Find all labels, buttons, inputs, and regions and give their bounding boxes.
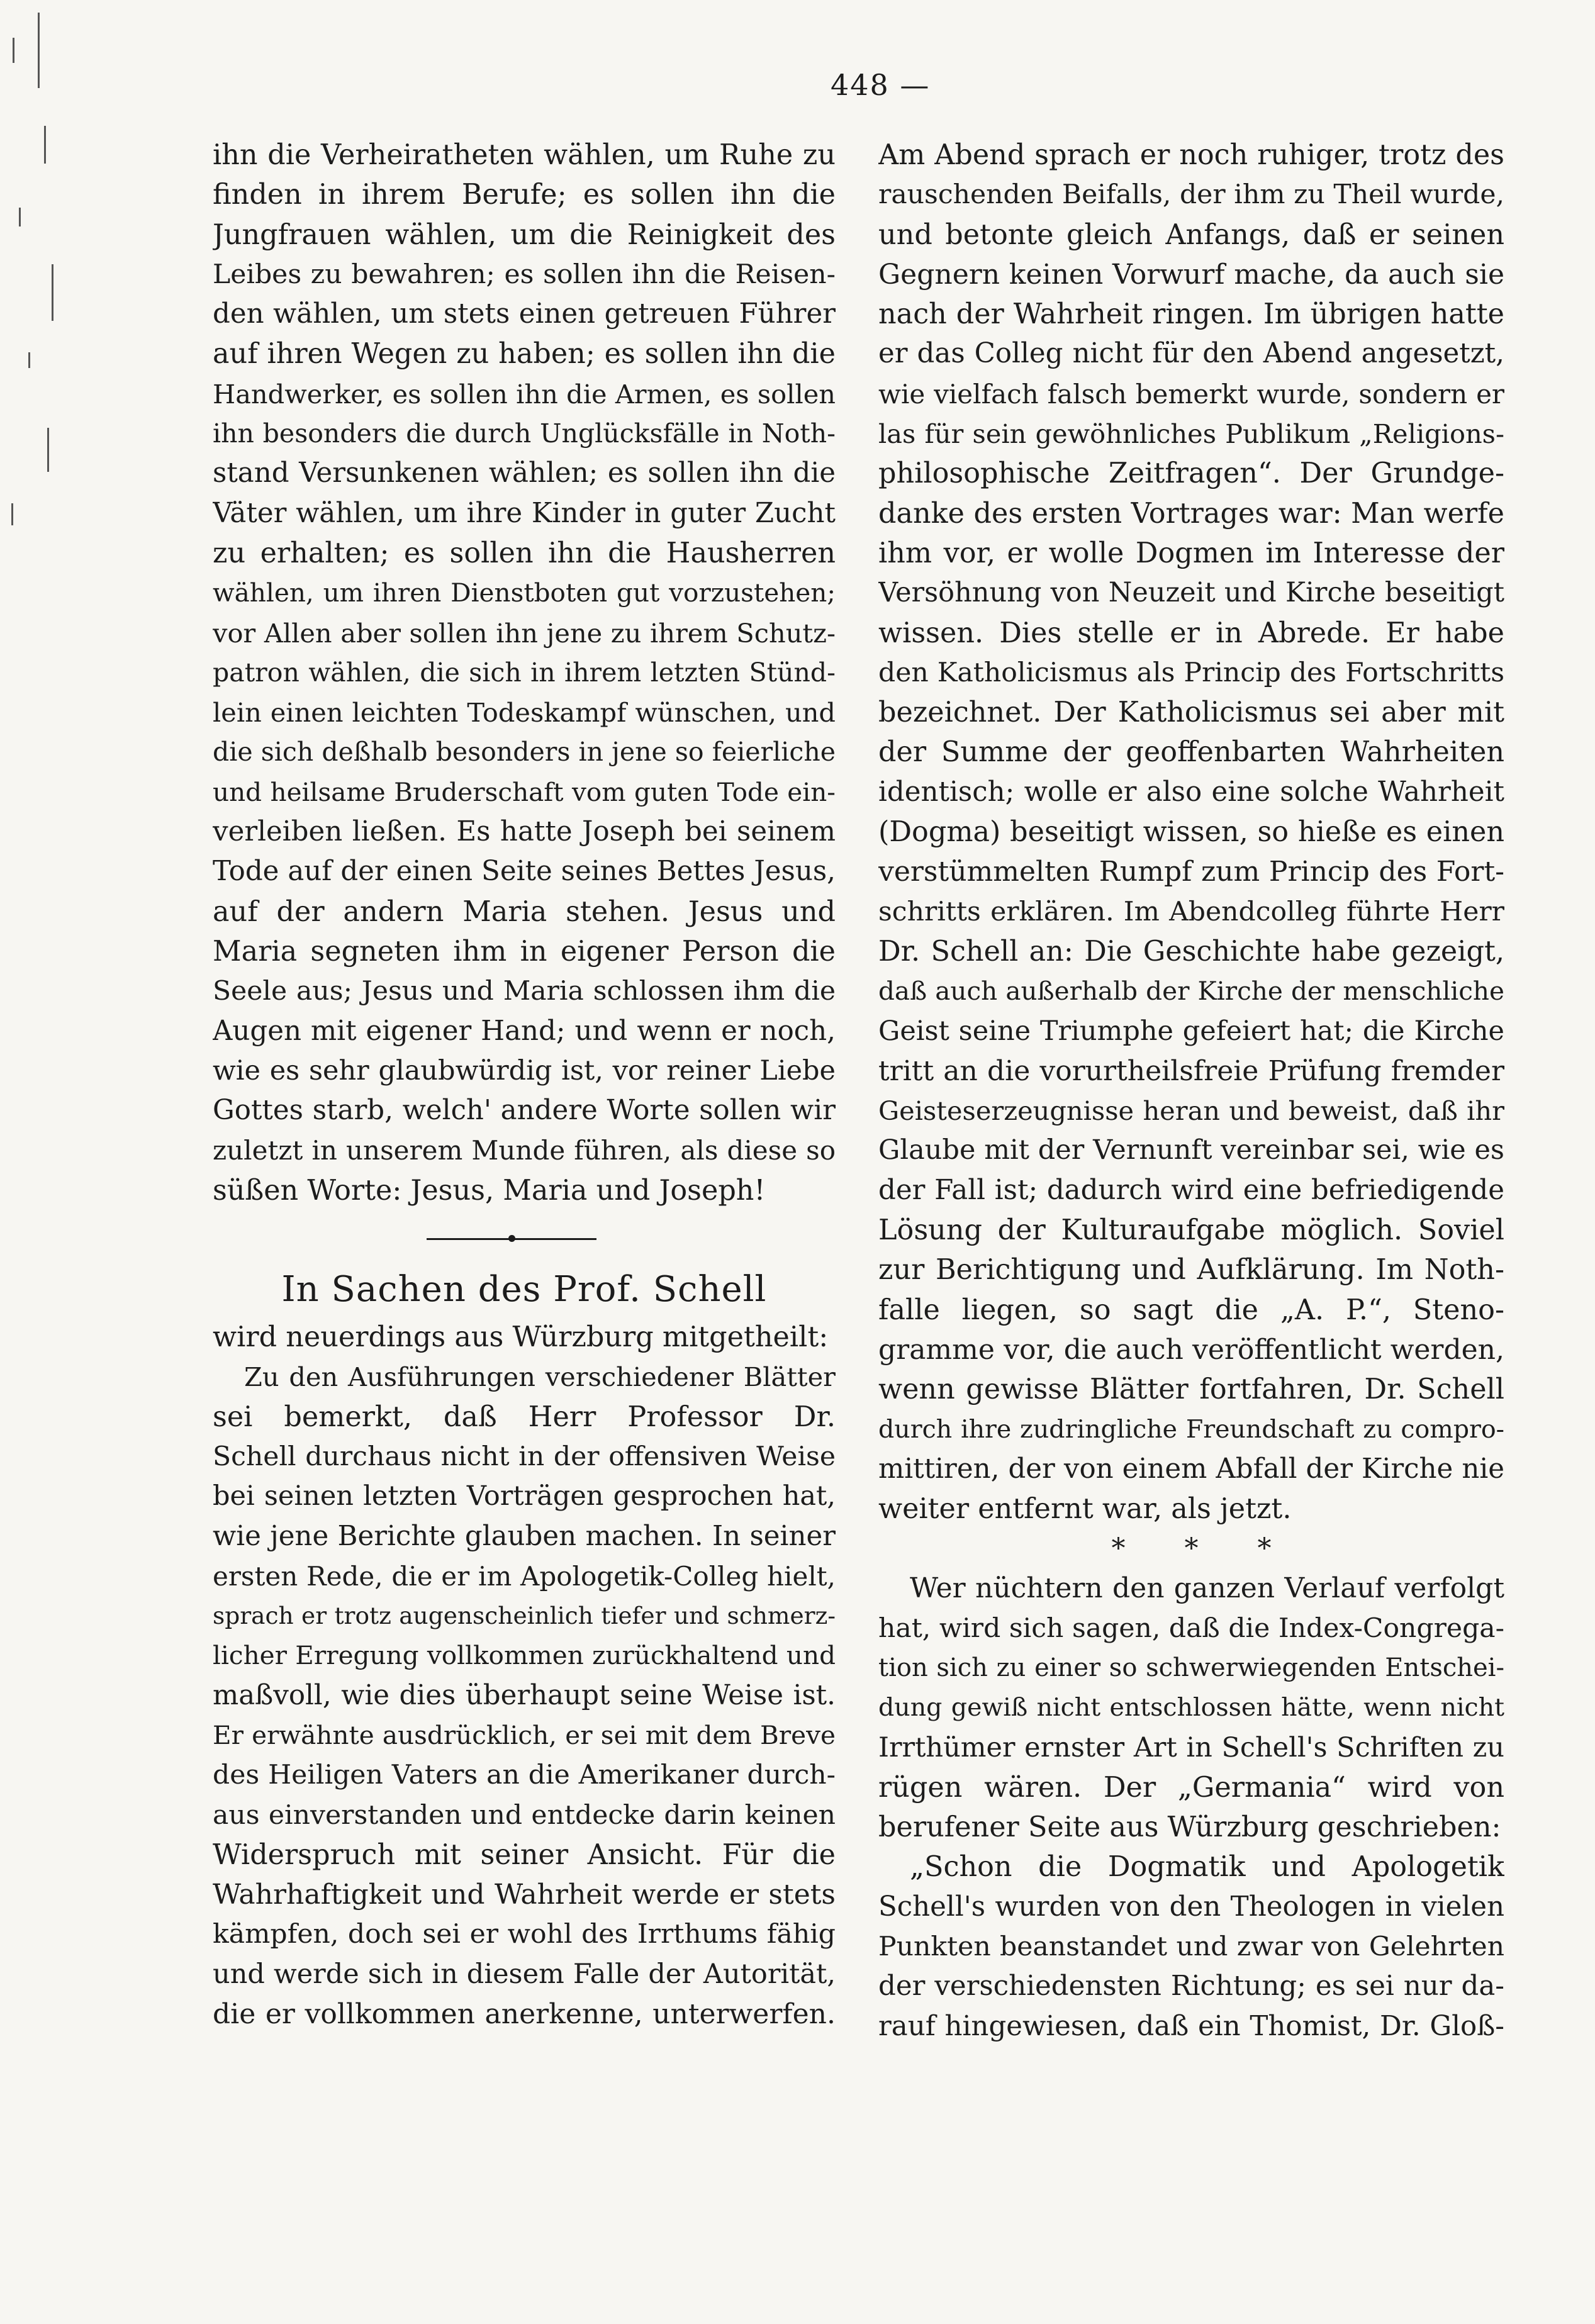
text-line: wie es sehr glaubwürdig ist, vor reiner Liebe: [213, 1054, 836, 1087]
text-line: er das Colleg nicht für den Abend angesetzt,: [878, 338, 1504, 370]
text-line: stand Versunkenen wählen; es sollen ihn die: [213, 457, 836, 489]
text-line: Punkten beanstandet und zwar von Gelehrten: [878, 1931, 1504, 1963]
text-line: berufener Seite aus Würzburg geschrieben:: [878, 1811, 1501, 1844]
text-line: kämpfen, doch sei er wohl des Irrthums fähig: [213, 1919, 836, 1950]
text-line: rauf hingewiesen, daß ein Thomist, Dr. Gloß-: [878, 2010, 1504, 2042]
text-line: „Schon die Dogmatik und Apologetik: [910, 1851, 1504, 1884]
text-line: durch ihre zudringliche Freundschaft zu compro-: [878, 1414, 1504, 1444]
text-line: Jungfrauen wählen, um die Reinigkeit des: [213, 218, 836, 251]
text-line: danke des ersten Vortrages war: Man werfe: [878, 497, 1504, 530]
text-line: wird neuerdings aus Würzburg mitgetheilt:: [213, 1321, 829, 1354]
text-line: nach der Wahrheit ringen. Im übrigen hatte: [878, 298, 1504, 331]
text-line: maßvoll, wie dies überhaupt seine Weise ist.: [213, 1679, 836, 1711]
text-line: wie jene Berichte glauben machen. In seiner: [213, 1520, 836, 1552]
text-line: ihm vor, er wolle Dogmen im Interesse der: [878, 537, 1504, 569]
text-line: mittiren, der von einem Abfall der Kirche nie: [878, 1453, 1504, 1485]
text-line: rauschenden Beifalls, der ihm zu Theil wurde,: [878, 179, 1504, 211]
text-line: der verschiedensten Richtung; es sei nur da-: [878, 1970, 1504, 2003]
section-heading: In Sachen des Prof. Schell: [281, 1269, 767, 1310]
text-line: falle liegen, so sagt die „A. P.“, Steno-: [878, 1293, 1504, 1326]
text-line: rügen wären. Der „Germania“ wird von: [878, 1771, 1504, 1804]
text-line: tion sich zu einer so schwerwiegenden Entschei-: [878, 1653, 1504, 1682]
text-line: philosophische Zeitfragen“. Der Grundge-: [878, 457, 1504, 490]
right-column: [878, 135, 1504, 2047]
left-paragraph-schell: [213, 1317, 836, 2034]
text-line: Geist seine Triumphe gefeiert hat; die Kirche: [878, 1015, 1504, 1047]
page-number: 448 —: [831, 68, 931, 102]
text-line: den Katholicismus als Princip des Fortschritts: [878, 657, 1504, 688]
left-column: [213, 135, 836, 2034]
text-line: Tode auf der einen Seite seines Bettes Jesus,: [213, 856, 836, 888]
text-line: zu erhalten; es sollen ihn die Hausherren: [213, 537, 836, 569]
text-line: wissen. Dies stelle er in Abrede. Er habe: [878, 617, 1504, 649]
text-line: die sich deßhalb besonders in jene so feierliche: [213, 737, 836, 768]
right-paragraph-evening-lecture: [878, 135, 1504, 1529]
text-line: der Summe der geoffenbarten Wahrheiten: [878, 736, 1504, 769]
text-line: Er erwähnte ausdrücklich, er sei mit dem Breve: [213, 1719, 836, 1750]
text-line: bei seinen letzten Vorträgen gesprochen hat,: [213, 1480, 836, 1512]
text-line: sei bemerkt, daß Herr Professor Dr.: [213, 1400, 836, 1433]
text-line: den wählen, um stets einen getreuen Führer: [213, 298, 836, 330]
text-line: las für sein gewöhnliches Publikum „Religions-: [878, 418, 1504, 450]
text-line: wählen, um ihren Dienstboten gut vorzustehen;: [213, 578, 836, 608]
text-line: wenn gewisse Blätter fortfahren, Dr. Schell: [878, 1373, 1504, 1406]
text-line: Irrthümer ernster Art in Schell's Schriften zu: [878, 1731, 1504, 1763]
text-line: lein einen leichten Todeskampf wünschen, und: [213, 697, 836, 729]
binding-edge-marks: [0, 0, 60, 629]
text-line: Zu den Ausführungen verschiedener Blätter: [244, 1361, 836, 1393]
text-line: gramme vor, die auch veröffentlicht werden,: [878, 1333, 1504, 1366]
text-line: Gegnern keinen Vorwurf mache, da auch sie: [878, 258, 1504, 291]
text-line: auf ihren Wegen zu haben; es sollen ihn die: [213, 338, 836, 371]
section-divider: [213, 1210, 836, 1267]
text-line: finden in ihrem Berufe; es sollen ihn die: [213, 179, 836, 211]
divider-dot: [508, 1235, 515, 1242]
text-line: Handwerker, es sollen ihn die Armen, es sollen: [213, 378, 836, 410]
text-line: daß auch außerhalb der Kirche der menschliche: [878, 976, 1504, 1007]
text-line: Maria segneten ihm in eigener Person die: [213, 935, 836, 968]
text-line: Schell durchaus nicht in der offensiven Weise: [213, 1441, 836, 1472]
right-paragraph-index-congregation: [878, 1568, 1504, 2047]
text-line: (Dogma) beseitigt wissen, so hieße es einen: [878, 816, 1504, 849]
text-line: wie vielfach falsch bemerkt wurde, sondern er: [878, 378, 1504, 410]
text-line: Versöhnung von Neuzeit und Kirche beseitigt: [878, 577, 1504, 609]
text-line: verleiben ließen. Es hatte Joseph bei seinem: [213, 816, 836, 848]
text-line: Dr. Schell an: Die Geschichte habe gezeigt,: [878, 935, 1504, 968]
text-line: ihn besonders die durch Unglücksfälle in Noth-: [213, 418, 836, 449]
text-line: verstümmelten Rumpf zum Princip des Fort-: [878, 856, 1504, 888]
text-line: die er vollkommen anerkenne, unterwerfen.: [213, 1998, 836, 2031]
text-line: sprach er trotz augenscheinlich tiefer und schmerz-: [213, 1602, 836, 1630]
text-line: Väter wählen, um ihre Kinder in guter Zucht: [213, 497, 836, 529]
text-line: der Fall ist; dadurch wird eine befriedigende: [878, 1174, 1504, 1206]
text-line: identisch; wolle er also eine solche Wahrheit: [878, 776, 1504, 808]
text-line: Gottes starb, welch' andere Worte sollen wir: [213, 1095, 836, 1127]
text-line: tritt an die vorurtheilsfreie Prüfung fremder: [878, 1054, 1504, 1087]
text-line: schritts erklären. Im Abendcolleg führte Herr: [878, 896, 1504, 927]
text-line: Widerspruch mit seiner Ansicht. Für die: [213, 1838, 836, 1871]
text-line: des Heiligen Vaters an die Amerikaner durch-: [213, 1760, 836, 1791]
left-paragraph-joseph: [213, 135, 836, 1210]
text-line: hat, wird sich sagen, daß die Index-Congrega-: [878, 1612, 1504, 1644]
text-line: Geisteserzeugnisse heran und beweist, daß ihr: [878, 1095, 1504, 1127]
text-line: Augen mit eigener Hand; und wenn er noch,: [213, 1015, 836, 1047]
text-line: aus einverstanden und entdecke darin keinen: [213, 1799, 836, 1831]
text-line: und werde sich in diesem Falle der Autorität,: [213, 1958, 836, 1990]
text-line: Lösung der Kulturaufgabe möglich. Soviel: [878, 1214, 1504, 1247]
text-line: auf der andern Maria stehen. Jesus und: [213, 895, 836, 928]
text-line: süßen Worte: Jesus, Maria und Joseph!: [213, 1174, 766, 1207]
text-line: licher Erregung vollkommen zurückhaltend und: [213, 1640, 836, 1671]
text-line: Wer nüchtern den ganzen Verlauf verfolgt: [910, 1572, 1504, 1605]
text-line: und heilsame Bruderschaft vom guten Tode ein-: [213, 776, 836, 807]
text-line: zuletzt in unserem Munde führen, als diese so: [213, 1135, 836, 1166]
text-line: zur Berichtigung und Aufklärung. Im Noth-: [878, 1254, 1504, 1287]
asterism-separator: * * *: [1111, 1533, 1297, 1565]
text-line: Glaube mit der Vernunft vereinbar sei, wie es: [878, 1134, 1504, 1166]
text-line: Leibes zu bewahren; es sollen ihn die Reisen-: [213, 259, 836, 290]
text-line: Am Abend sprach er noch ruhiger, trotz des: [878, 139, 1504, 171]
text-line: weiter entfernt war, als jetzt.: [878, 1493, 1292, 1526]
text-line: bezeichnet. Der Katholicismus sei aber mit: [878, 696, 1504, 729]
text-line: und betonte gleich Anfangs, daß er seinen: [878, 218, 1504, 251]
text-line: ersten Rede, die er im Apologetik-Colleg hielt,: [213, 1560, 836, 1592]
text-line: patron wählen, die sich in ihrem letzten Stünd-: [213, 657, 836, 688]
text-line: dung gewiß nicht entschlossen hätte, wenn nicht: [878, 1693, 1504, 1723]
text-line: Seele aus; Jesus und Maria schlossen ihm die: [213, 976, 836, 1007]
text-line: Schell's wurden von den Theologen in vielen: [878, 1891, 1504, 1923]
text-line: vor Allen aber sollen ihn jene zu ihrem Schutz-: [213, 617, 836, 649]
text-line: Wahrhaftigkeit und Wahrheit werde er stets: [213, 1879, 836, 1911]
text-line: ihn die Verheiratheten wählen, um Ruhe zu: [213, 139, 836, 171]
